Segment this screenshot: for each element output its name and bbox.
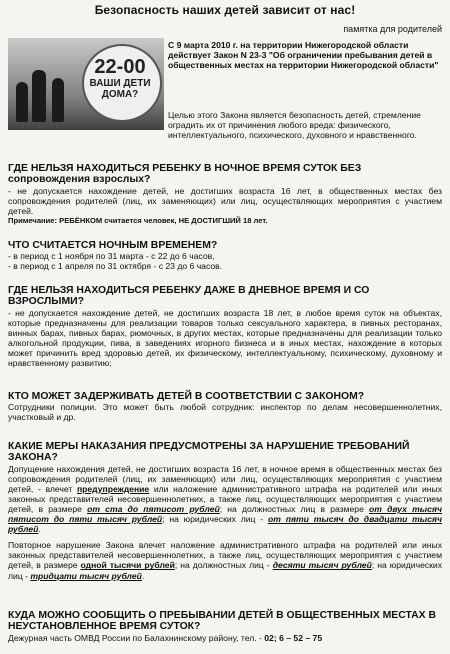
fine-amount: от пяти тысяч до двадцати тысяч рублей <box>8 514 443 535</box>
contact-line <box>8 633 442 643</box>
poster-time: 22-00 <box>94 56 146 78</box>
text-run: . <box>141 570 145 581</box>
section-heading: ЧТО СЧИТАЕТСЯ НОЧНЫМ ВРЕМЕНЕМ? <box>8 240 218 251</box>
section-body <box>8 251 442 271</box>
text-run: . <box>38 524 41 535</box>
text-emphasis: предупреждение <box>76 483 150 494</box>
child-silhouette <box>52 78 64 122</box>
fine-amount: одной тысячи рублей <box>80 560 175 571</box>
child-silhouette <box>16 82 28 122</box>
contact-text: Дежурная часть ОМВД России по Балахнинскому району, тел. - <box>8 632 265 643</box>
section-penalties <box>8 441 442 581</box>
penalty-repeat <box>8 540 442 580</box>
section-night-places <box>8 163 442 226</box>
text-run: ; на юридических лиц - <box>162 514 268 525</box>
section-night-time <box>8 240 442 271</box>
section-text: - в период с 1 апреля по 31 октября - с 23 до 6 часов. <box>8 261 223 272</box>
fine-amount: от двух тысяч пятисот до пяти тысяч рублей <box>8 503 442 525</box>
section-note: Примечание: РЕБЁНКОМ считается человек, НЕ ДОСТИГШИЙ 18 лет. <box>8 215 268 225</box>
section-text: - не допускается нахождение детей, не достигших возраста 18 лет, в любое время суток на объектах, которые предназначены для реализации товаров только сексуального характера, в пивных ресторанах, винных барах, пивных барах, рюмочных, в других местах, которые предназначены для реализации только алкогольной продукции, пива, в заведениях игорного бизнеса и в иных местах, нахождение в которых может причинить вред здоровью детей, их физическому, интеллектуальному, психическому, духовному и нравственному развитию; <box>8 307 442 369</box>
section-heading: ГДЕ НЕЛЬЗЯ НАХОДИТЬСЯ РЕБЕНКУ ДАЖЕ В ДНЕВНОЕ ВРЕМЯ И СО ВЗРОСЛЫМИ? <box>8 285 370 308</box>
text-run: или наложение административного штрафа на родителей или иных законных представителей несовершеннолетних, а также лиц, осуществляющих мероприятия с участием детей, в размере <box>8 483 443 514</box>
section-text: Сотрудники полиции. Это может быть любой сотрудник: инспектор по делам несовершеннолетних, участковый и др. <box>8 402 442 423</box>
fine-amount: десяти тысяч рублей <box>272 560 372 571</box>
section-body <box>8 308 442 369</box>
section-heading: КТО МОЖЕТ ЗАДЕРЖИВАТЬ ДЕТЕЙ В СООТВЕТСТВИИ С ЗАКОНОМ? <box>8 391 365 402</box>
text-run: ; на должностных лиц - <box>174 560 273 571</box>
fine-amount: тридцати тысяч рублей <box>30 570 142 581</box>
text-run: ; на должностных лиц в размере <box>219 503 370 514</box>
section-body <box>8 402 442 422</box>
intro-block <box>168 40 442 71</box>
section-body <box>8 633 442 643</box>
poster-image <box>8 38 164 130</box>
child-silhouette <box>32 70 46 122</box>
section-heading: ГДЕ НЕЛЬЗЯ НАХОДИТЬСЯ РЕБЕНКУ В НОЧНОЕ ВРЕМЯ СУТОК БЕЗ сопровождения взрослых? <box>8 163 362 186</box>
page-subtitle: памятка для родителей <box>343 24 442 34</box>
section-text: - не допускается нахождение детей, не достигших возраста 16 лет, в общественных местах без сопровождения родителей (лиц, их заменяющих) или лиц, осуществляющих мероприятия с участием детей. <box>8 185 442 216</box>
section-heading: КАКИЕ МЕРЫ НАКАЗАНИЯ ПРЕДУСМОТРЕНЫ ЗА НАРУШЕНИЕ ТРЕБОВАНИЙ ЗАКОНА? <box>8 441 410 464</box>
section-body <box>8 464 442 581</box>
page-title: Безопасность наших детей зависит от нас! <box>94 3 356 17</box>
goal-block <box>168 110 442 141</box>
penalty-first <box>8 464 442 535</box>
law-intro: С 9 марта 2010 г. на территории Нижегородской области действует Закон N 23-3 "Об ограничении пребывания детей в общественных местах на территории Нижегородской области" <box>168 40 439 71</box>
section-report <box>8 610 442 643</box>
section-who-detains <box>8 391 442 422</box>
section-text: - в период с 1 ноября по 31 марта - с 22 до 6 часов, <box>8 251 215 262</box>
fine-amount: от ста до пятисот рублей <box>87 503 220 514</box>
phone-number: 02; 6 – 52 – 75 <box>264 632 323 643</box>
section-body <box>8 186 442 226</box>
text-run: Допущение нахождения детей, не достигших возраста 16 лет, в ночное время в общественных местах без сопровождения родителей (лиц, их заменяющих) или лиц, осуществляющих мероприятия с участием детей, - влечет <box>8 463 442 494</box>
text-run: ; на юридических лиц - <box>8 560 442 581</box>
section-day-places <box>8 285 442 368</box>
text-run: Повторное нарушение Закона влечет наложение административного штрафа на родителей или иных законных представителей несовершеннолетних, а также лиц, осуществляющих мероприятия с участием детей, в размере <box>8 540 442 571</box>
law-goal: Целью этого Закона является безопасность детей, стремление оградить их от причинения любого вреда: физического, интеллектуального, психического, духовного и нравственного. <box>168 110 421 141</box>
poster-question: ВАШИ ДЕТИ ДОМА? <box>89 78 151 100</box>
section-heading: КУДА МОЖНО СООБЩИТЬ О ПРЕБЫВАНИИ ДЕТЕЙ В ОБЩЕСТВЕННЫХ МЕСТАХ В НЕУСТАНОВЛЕННОЕ ВРЕМЯ СУТОК? <box>8 610 436 633</box>
